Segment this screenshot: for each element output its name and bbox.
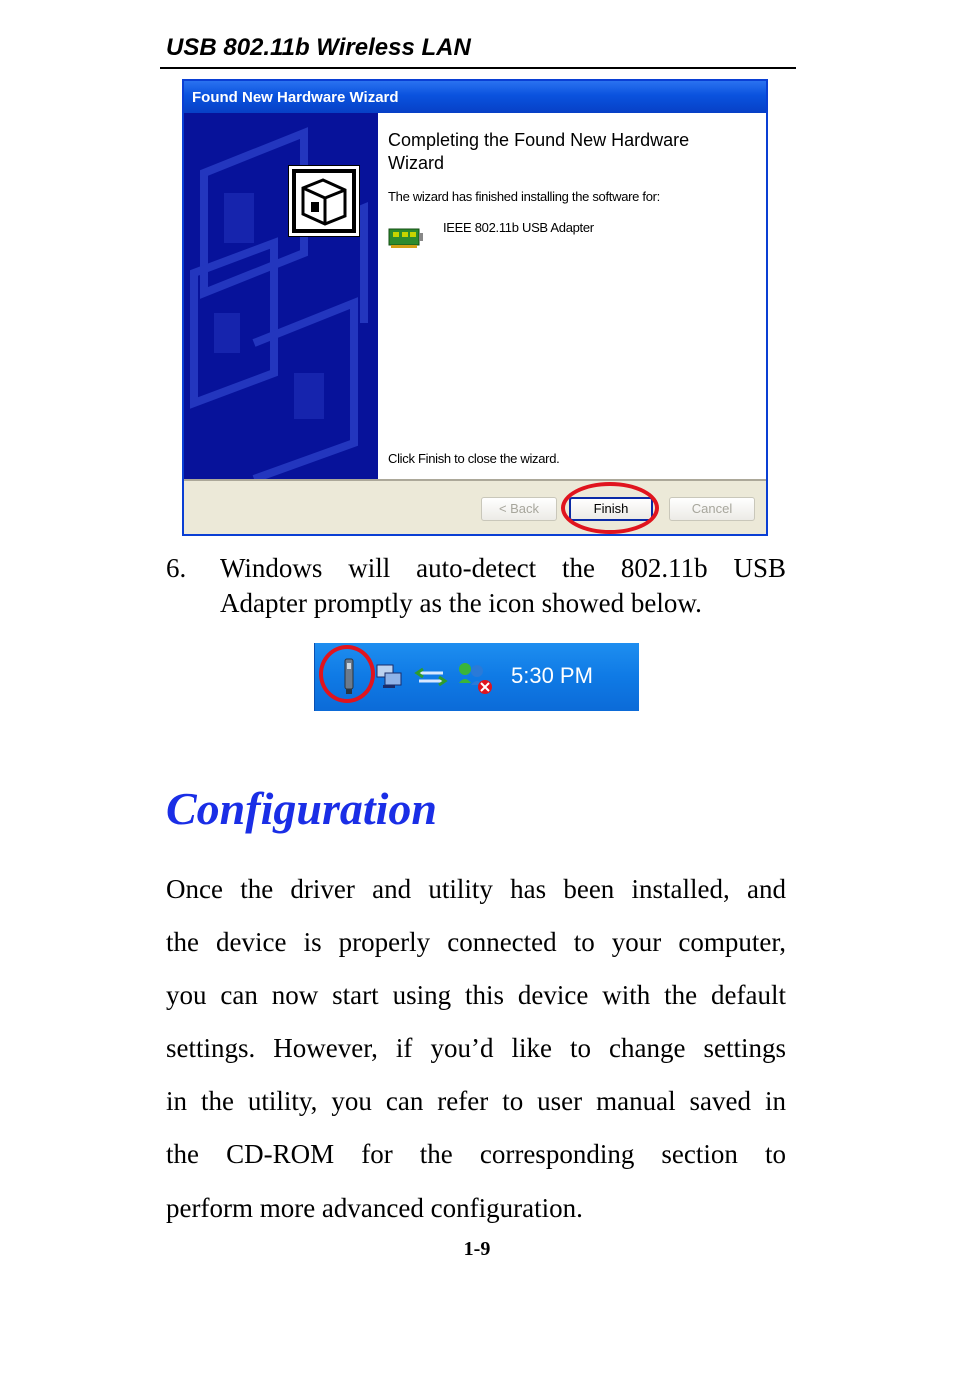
finish-highlight-circle <box>561 482 659 534</box>
messenger-tray-icon <box>459 663 492 694</box>
wizard-footer-divider <box>184 479 766 481</box>
found-new-hardware-wizard-window <box>182 79 768 536</box>
network-tray-icon <box>377 665 401 688</box>
page-header-title: USB 802.11b Wireless LAN <box>166 34 471 61</box>
paragraph-line: Once the driver and utility has been installed, and <box>166 874 786 904</box>
section-heading: Configuration <box>166 783 437 834</box>
step-text-line: Adapter promptly as the icon showed below. <box>220 588 702 618</box>
paragraph-line: you can now start using this device with the default <box>166 980 786 1010</box>
usb-icon-highlight-circle <box>319 645 375 703</box>
step-text-line: Windows will auto-detect the 802.11b USB <box>220 553 786 583</box>
paragraph-line: in the utility, you can refer to user manual saved in <box>166 1086 786 1116</box>
paragraph-line: perform more advanced configuration. <box>166 1193 583 1223</box>
wizard-device-name: IEEE 802.11b USB Adapter <box>443 220 594 235</box>
page-number: 1-9 <box>463 1238 491 1260</box>
back-button[interactable]: < Back <box>481 497 557 521</box>
hardware-wizard-icon <box>288 165 360 237</box>
wizard-heading: Completing the Found New Hardware Wizard <box>388 130 690 173</box>
wizard-window-title: Found New Hardware Wizard <box>192 89 399 106</box>
wizard-side-banner <box>184 113 378 479</box>
wizard-close-hint: Click Finish to close the wizard. <box>388 451 560 466</box>
wizard-titlebar <box>184 81 766 113</box>
paragraph-line: the device is properly connected to your computer, <box>166 927 786 957</box>
wizard-content-area <box>378 113 766 479</box>
header-rule <box>160 67 796 69</box>
tray-clock[interactable]: 5:30 PM <box>511 663 593 688</box>
connection-tray-icon <box>417 669 445 685</box>
wizard-finished-text: The wizard has finished installing the software for: <box>388 189 660 204</box>
cancel-button[interactable]: Cancel <box>669 497 755 521</box>
paragraph-line: the CD-ROM for the corresponding section to <box>166 1139 786 1169</box>
network-adapter-icon <box>388 225 424 251</box>
step-number: 6. <box>166 553 187 583</box>
finish-button[interactable]: Finish <box>569 497 653 521</box>
paragraph-line: settings. However, if you’d like to change settings <box>166 1033 786 1063</box>
